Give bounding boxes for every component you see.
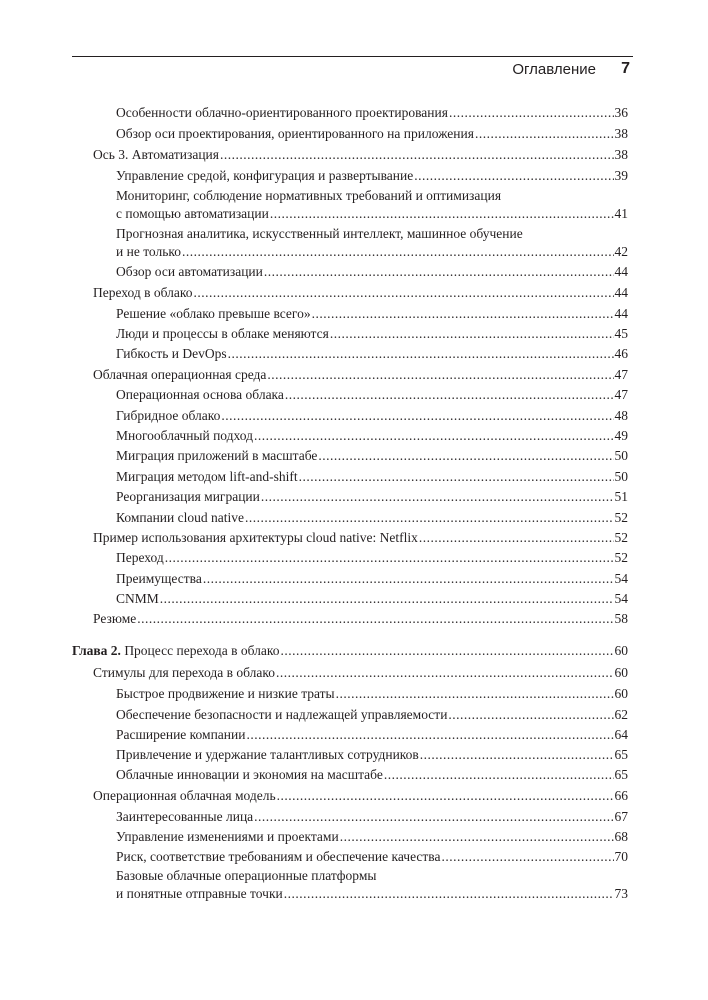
toc-entry: [116, 766, 628, 784]
leader-dots: [414, 167, 613, 185]
toc-entry-title: Управление средой, конфигурация и развертывание: [116, 168, 414, 183]
toc-entry-title: Операционная облачная модель: [93, 788, 276, 803]
toc-entry-page: 49: [614, 428, 628, 443]
toc-entry: [116, 427, 628, 445]
leader-dots: [137, 610, 613, 628]
leader-dots: [182, 243, 613, 261]
toc-entry-page: 73: [614, 886, 628, 901]
toc-entry-page: 66: [614, 788, 628, 803]
toc-entry: [116, 225, 628, 261]
toc-entry-title: Миграция приложений в масштабе: [116, 448, 318, 463]
leader-dots: [270, 205, 614, 223]
toc-entry-page: 60: [614, 665, 628, 680]
toc-entry-page: 70: [614, 849, 628, 864]
chapter-label: Глава 2.: [72, 643, 121, 658]
toc-entry: [116, 726, 628, 744]
toc-entry-title: Люди и процессы в облаке меняются: [116, 326, 329, 341]
toc-entry-title: Пример использования архитектуры cloud native: Netflix: [93, 530, 418, 545]
toc-entry-title: Управление изменениями и проектами: [116, 829, 339, 844]
toc-entry-page: 54: [614, 591, 628, 606]
leader-dots: [203, 570, 614, 588]
leader-dots: [264, 263, 614, 281]
toc-entry-title: Обзор оси автоматизации: [116, 264, 263, 279]
toc-entry-title: Процесс перехода в облако: [124, 643, 280, 658]
leader-dots: [318, 447, 613, 465]
toc-entry: [93, 366, 628, 384]
toc-entry-page: 47: [614, 387, 628, 402]
toc-entry-page: 44: [614, 264, 628, 279]
toc-entry-title: Многооблачный подход: [116, 428, 254, 443]
toc-entry: [93, 146, 628, 164]
toc-entry: [116, 305, 628, 323]
toc-entry-title: Обзор оси проектирования, ориентированного на приложения: [116, 126, 474, 141]
toc-entry: [116, 488, 628, 506]
toc-entry-page: 50: [614, 469, 628, 484]
leader-dots: [165, 549, 614, 567]
toc-entry-title-line1: Прогнозная аналитика, искусственный интеллект, машинное обучение: [116, 226, 523, 241]
toc-entry: [116, 407, 628, 425]
toc-entry-title: Особенности облачно-ориентированного проектирования: [116, 105, 448, 120]
leader-dots: [267, 366, 613, 384]
leader-dots: [254, 808, 613, 826]
leader-dots: [221, 407, 613, 425]
toc-entry-title: Облачная операционная среда: [93, 367, 267, 382]
toc-entry-title: Решение «облако превыше всего»: [116, 306, 311, 321]
toc-entry: [116, 468, 628, 486]
toc-entry-page: 42: [614, 244, 628, 259]
leader-dots: [336, 685, 614, 703]
toc-entry-page: 65: [614, 747, 628, 762]
leader-dots: [299, 468, 614, 486]
toc-entry-page: 41: [614, 206, 628, 221]
leader-dots: [449, 104, 614, 122]
toc-entry-title: Переход: [116, 550, 164, 565]
toc-entry-title: Компании cloud native: [116, 510, 244, 525]
toc-entry: [116, 263, 628, 281]
page-number: 7: [621, 60, 630, 77]
toc-entry-title: Переход в облако: [93, 285, 193, 300]
toc-entry: [116, 187, 628, 223]
leader-dots: [284, 885, 614, 903]
toc-entry: [93, 610, 628, 628]
toc-entry-title: Быстрое продвижение и низкие траты: [116, 686, 335, 701]
toc-entry: [93, 284, 628, 302]
leader-dots: [194, 284, 614, 302]
leader-dots: [228, 345, 614, 363]
toc-entry: [116, 685, 628, 703]
toc-entry: [116, 746, 628, 764]
toc-entry-page: 62: [614, 707, 628, 722]
toc-entry-title: Реорганизация миграции: [116, 489, 260, 504]
leader-dots: [160, 590, 614, 608]
toc-entry-page: 64: [614, 727, 628, 742]
toc-entry: [116, 345, 628, 363]
toc-entry: [116, 549, 628, 567]
toc-entry-page: 44: [614, 306, 628, 321]
toc-entry-title: и не только: [116, 244, 182, 259]
leader-dots: [384, 766, 614, 784]
toc-entry-title: Миграция методом lift-and-shift: [116, 469, 298, 484]
toc-entry-page: 68: [614, 829, 628, 844]
toc-entry-title: Риск, соответствие требованиям и обеспечение качества: [116, 849, 441, 864]
leader-dots: [277, 787, 614, 805]
toc-entry: [116, 447, 628, 465]
leader-dots: [220, 146, 614, 164]
running-title: Оглавление: [512, 61, 596, 78]
leader-dots: [245, 509, 614, 527]
toc-entry: [116, 386, 628, 404]
toc-entry: [116, 828, 628, 846]
toc-entry-page: 51: [614, 489, 628, 504]
toc-entry: [116, 570, 628, 588]
toc-entry: [116, 706, 628, 724]
leader-dots: [419, 529, 614, 547]
toc-entry: [93, 787, 628, 805]
leader-dots: [285, 386, 614, 404]
toc-chapter: [72, 642, 628, 660]
toc-entry-page: 60: [614, 643, 628, 658]
toc-entry-page: 45: [614, 326, 628, 341]
toc-entry: [116, 590, 628, 608]
toc-entry-page: 58: [614, 611, 628, 626]
toc-entry-title-line1: Базовые облачные операционные платформы: [116, 868, 377, 883]
toc-entry-page: 54: [614, 571, 628, 586]
toc-entry-page: 48: [614, 408, 628, 423]
leader-dots: [442, 848, 614, 866]
toc-entry-title: Заинтересованные лица: [116, 809, 254, 824]
leader-dots: [475, 125, 614, 143]
toc-entry-page: 52: [614, 550, 628, 565]
leader-dots: [420, 746, 614, 764]
toc-entry-title-line1: Мониторинг, соблюдение нормативных требований и оптимизация: [116, 188, 502, 203]
toc-entry: [116, 167, 628, 185]
toc-entry-title: Обеспечение безопасности и надлежащей управляемости: [116, 707, 448, 722]
toc-entry: [116, 867, 628, 903]
toc-entry-page: 38: [614, 147, 628, 162]
leader-dots: [254, 427, 613, 445]
toc-entry: [93, 529, 628, 547]
toc-entry-page: 52: [614, 510, 628, 525]
toc-entry-title: Ось 3. Автоматизация: [93, 147, 219, 162]
leader-dots: [280, 642, 613, 660]
toc-entry: [116, 509, 628, 527]
toc-entry-page: 47: [614, 367, 628, 382]
toc-entry-page: 46: [614, 346, 628, 361]
leader-dots: [340, 828, 614, 846]
toc-entry-page: 38: [614, 126, 628, 141]
toc-entry-page: 50: [614, 448, 628, 463]
toc-entry-page: 39: [614, 168, 628, 183]
toc-entry-title: и понятные отправные точки: [116, 886, 283, 901]
toc-entry-title: Облачные инновации и экономия на масштабе: [116, 767, 383, 782]
toc-entry-title: Операционная основа облака: [116, 387, 284, 402]
leader-dots: [246, 726, 613, 744]
toc-entry-page: 67: [614, 809, 628, 824]
leader-dots: [448, 706, 613, 724]
toc-entry-title: с помощью автоматизации: [116, 206, 269, 221]
leader-dots: [276, 664, 613, 682]
leader-dots: [330, 325, 614, 343]
toc-entry: [116, 848, 628, 866]
leader-dots: [312, 305, 614, 323]
toc-entry-page: 52: [614, 530, 628, 545]
toc-entry-title: Гибридное облако: [116, 408, 221, 423]
toc-entry-title: Резюме: [93, 611, 137, 626]
toc-entry-title: Расширение компании: [116, 727, 246, 742]
toc-entry-page: 44: [614, 285, 628, 300]
toc-entry: [116, 125, 628, 143]
toc-entry-page: 36: [614, 105, 628, 120]
toc-entry: [116, 325, 628, 343]
toc-entry-title: Преимущества: [116, 571, 202, 586]
toc-entry: [116, 104, 628, 122]
toc-entry-title: Привлечение и удержание талантливых сотрудников: [116, 747, 419, 762]
toc-entry-title: Гибкость и DevOps: [116, 346, 227, 361]
toc-entry: [116, 808, 628, 826]
toc-entry-title: CNMM: [116, 591, 159, 606]
leader-dots: [261, 488, 614, 506]
toc-entry-page: 65: [614, 767, 628, 782]
toc-entry-page: 60: [614, 686, 628, 701]
toc-entry: [93, 664, 628, 682]
toc-entry-title: Стимулы для перехода в облако: [93, 665, 276, 680]
